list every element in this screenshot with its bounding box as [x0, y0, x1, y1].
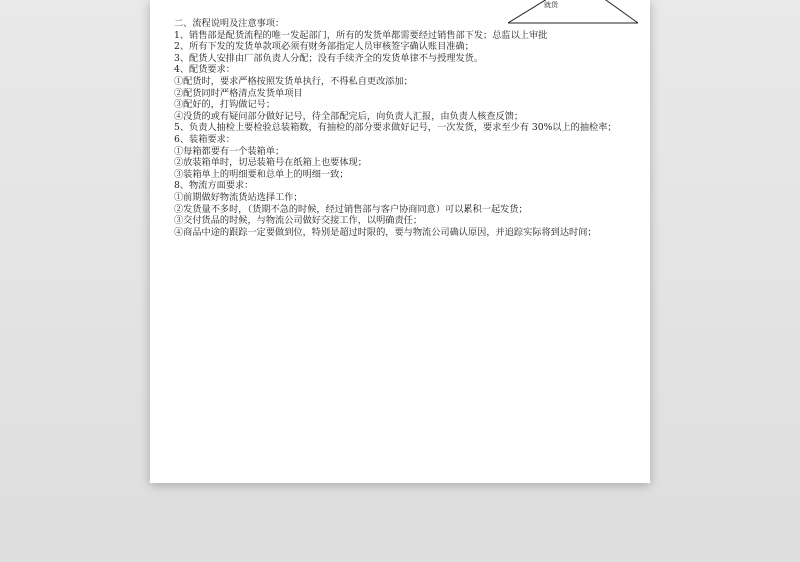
paragraph-line: 6、装箱要求： [174, 133, 235, 145]
list-item: ①配货时，要求严格按照发货单执行，不得私自更改添加； [174, 75, 413, 87]
document-page [150, 0, 650, 483]
paragraph-line: 8、物流方面要求： [174, 180, 254, 192]
diagram-node-label: 就货 [544, 1, 558, 9]
paragraph-line: 2、所有下发的发货单款项必须有财务部指定人员审核签字确认账目准确； [174, 41, 474, 53]
paragraph-line: 5、负责人抽检上要检验总装箱数，有抽检的部分要求做好记号，一次发货，要求至少有 30%以上的抽检率； [174, 122, 617, 134]
list-item: ②配货同时严格清点发货单项目 [174, 87, 303, 99]
paragraph-line: 4、配货要求： [174, 64, 235, 76]
section-heading: 二、流程说明及注意事项： [174, 18, 285, 29]
list-item: ③装箱单上的明细要和总单上的明细一致； [174, 168, 349, 180]
list-item: ①前期做好物流货站选择工作； [174, 191, 303, 203]
list-item: ②放装箱单时，切忌装箱号在纸箱上也要体现； [174, 157, 367, 169]
list-item: ②发货量不多时，（货期不急的时候，经过销售部与客户协商同意）可以累积一起发货； [174, 203, 528, 215]
document-body [174, 18, 632, 238]
list-item: ①每箱都要有一个装箱单； [174, 145, 285, 157]
paragraph-line: 1、销售部是配货流程的唯一发起部门，所有的发货单都需要经过销售部下发；总监以上审批 [174, 29, 548, 41]
list-item: ④商品中途的跟踪一定要做到位，特别是超过时限的，要与物流公司确认原因，并追踪实际将到达时间； [174, 226, 597, 238]
list-item: ④没货的或有疑问部分做好记号，待全部配完后，向负责人汇报，由负责人核查反馈； [174, 110, 524, 122]
list-item: ③配好的，打钩做记号； [174, 99, 276, 111]
list-item: ③交付货品的时候，与物流公司做好交接工作，以明确责任； [174, 215, 423, 227]
paragraph-line: 3、配货人安排由厂部负责人分配；没有手续齐全的发货单律不与授理发货。 [174, 52, 484, 64]
